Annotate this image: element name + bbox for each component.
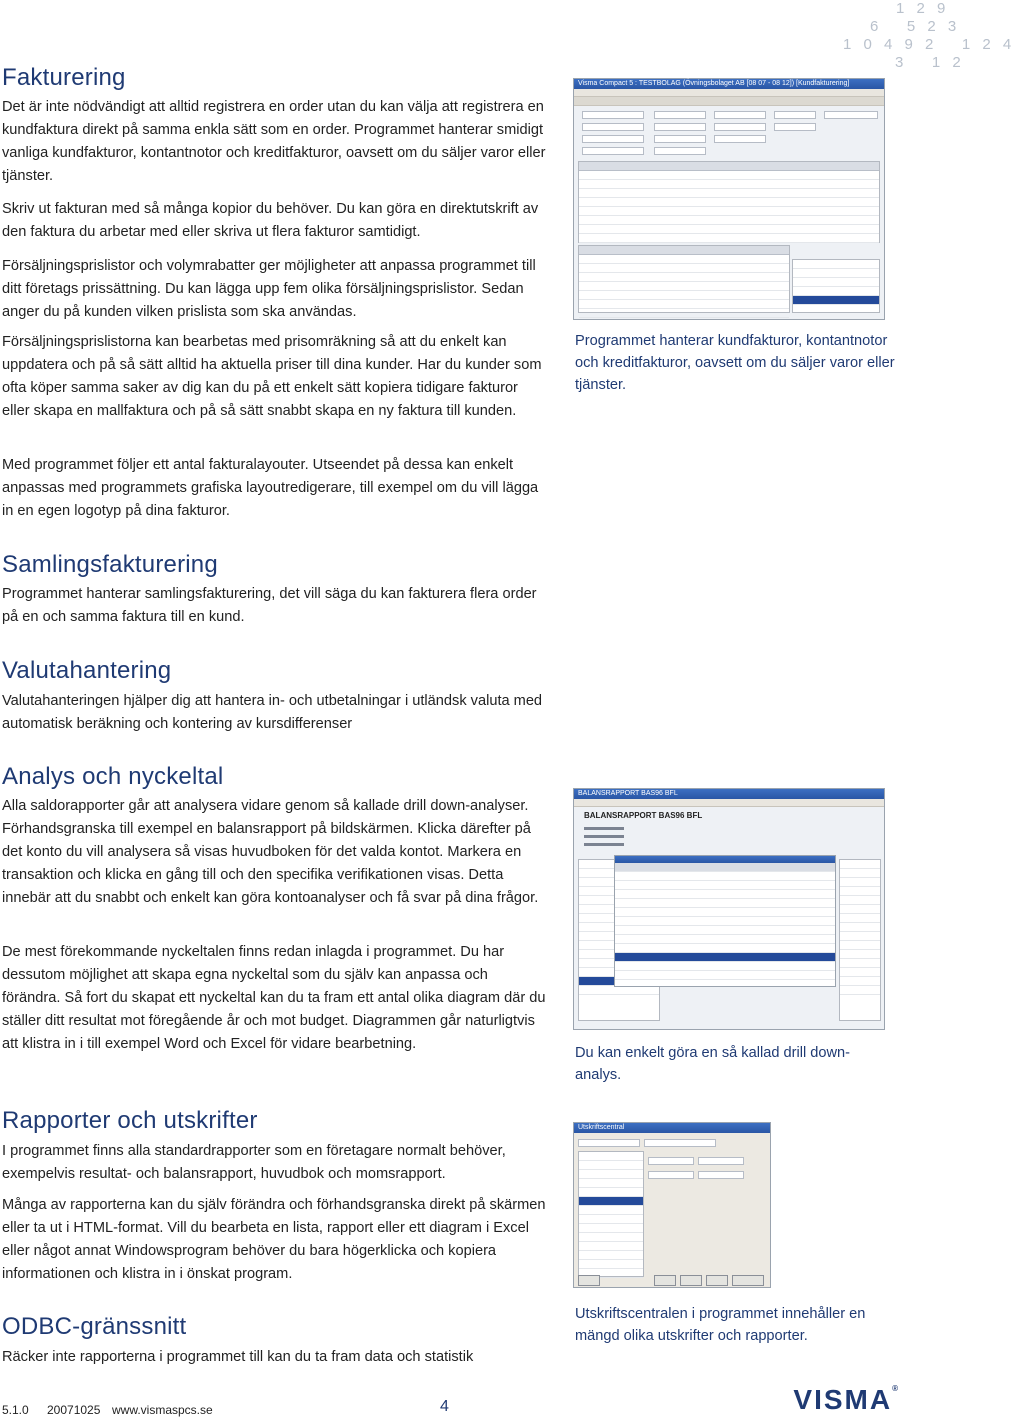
invoice-field bbox=[582, 111, 644, 119]
print-center-screenshot bbox=[573, 1122, 771, 1288]
balance-toolbar bbox=[574, 799, 884, 807]
fakturering-paragraph-4: Försäljningsprislistorna kan bearbetas med prisomräkning så att du enkelt kan uppdatera och på så sätt alltid ha aktuella priser till dina kunder. Har du kunder som ofta köper samma saker av dig kan du på ett enkelt sätt kopiera tidigare fakturor eller skapa en mallfaktura och på så sätt snabbt skapa en ny faktura till kunden. bbox=[2, 334, 542, 419]
invoice-field bbox=[654, 135, 706, 143]
balance-heading: BALANSRAPPORT BAS96 BFL bbox=[584, 811, 703, 820]
invoice-field bbox=[582, 135, 644, 143]
print-center-field bbox=[644, 1139, 716, 1147]
analys-paragraph-1: Alla saldorapporter går att analysera vidare genom så kallade drill down-analyser. Förhandsgranska till exempel en balansrapport på bildskärmen. Klicka därefter på det konto du vill analysera så visas huvudboken för det valda kontot. Markera en transaktion och klicka en gång till och den specifika verifikationen visas. Detta innebär att du snabbt och enkelt kan göra kontoanalyser och få svar på dina frågor. bbox=[2, 798, 539, 906]
invoice-field bbox=[714, 123, 766, 131]
invoice-field bbox=[714, 135, 766, 143]
invoice-screenshot bbox=[573, 78, 885, 320]
fakturering-paragraph-3: Försäljningsprislistor och volymrabatter ger möjligheter att anpassa programmet till ditt företags prissättning. Du kan lägga upp fem olika försäljningsprislistor. Sedan anger du på kunden vilken prislista som ska användas. bbox=[2, 258, 536, 320]
print-center-button bbox=[578, 1275, 600, 1286]
odbc-paragraph-1: Räcker inte rapporterna i programmet till kan du ta fram data och statistik bbox=[2, 1349, 474, 1365]
invoice-field bbox=[774, 111, 816, 119]
decor-digits-2: 6 5 2 3 bbox=[870, 18, 961, 35]
print-center-field bbox=[578, 1139, 640, 1147]
ledger-popup-titlebar bbox=[615, 856, 835, 863]
fakturering-paragraph-5: Med programmet följer ett antal fakturalayouter. Utseendet på dessa kan enkelt anpassas med programmets grafiska layoutredigerare, till exempel om du vill lägga in en egen logotyp på dina fakturor. bbox=[2, 457, 539, 519]
print-center-field bbox=[698, 1171, 744, 1179]
invoice-field bbox=[824, 111, 878, 119]
print-center-button bbox=[706, 1275, 728, 1286]
section-title-rapporter: Rapporter och utskrifter bbox=[2, 1107, 258, 1134]
balance-values bbox=[839, 859, 881, 1021]
invoice-toolbar bbox=[574, 97, 884, 106]
valuta-paragraph-1: Valutahanteringen hjälper dig att hantera in- och utbetalningar i utländsk valuta med automatisk beräkning och kontering av kursdifferenser bbox=[2, 693, 543, 732]
decor-digits-3: 1 0 4 9 2 1 2 4 bbox=[843, 36, 1015, 53]
caption-drill-down: Du kan enkelt göra en så kallad drill down-analys. bbox=[575, 1045, 851, 1083]
invoice-field bbox=[714, 111, 766, 119]
fakturering-paragraph-1: Det är inte nödvändigt att alltid registrera en order utan du kan välja att registrera en kundfaktura direkt på samma enkla sätt som en order. Programmet hanterar smidigt vanliga kundfakturor, kontantnotor och kreditfakturor, oavsett om du säljer varor eller tjänster. bbox=[2, 99, 546, 184]
balance-label bbox=[584, 827, 624, 830]
ledger-popup bbox=[614, 855, 836, 987]
footer-url: www.vismaspcs.se bbox=[112, 1403, 213, 1417]
invoice-totals bbox=[792, 259, 880, 313]
invoice-field bbox=[654, 147, 706, 155]
footer-date: 20071025 bbox=[47, 1403, 101, 1417]
invoice-titlebar: Visma Compact 5 : TESTBOLAG (Övningsbolaget AB [08 07 - 08 12]) [Kundfakturering] bbox=[574, 79, 884, 89]
caption-invoice: Programmet hanterar kundfakturor, kontantnotor och kreditfakturor, oavsett om du säljer varor eller tjänster. bbox=[575, 333, 895, 393]
print-center-button bbox=[654, 1275, 676, 1286]
footer-version: 5.1.0 bbox=[2, 1403, 29, 1417]
samling-paragraph-1: Programmet hanterar samlingsfakturering, det vill säga du kan fakturera flera order på en och samma faktura till en kund. bbox=[2, 586, 537, 625]
decor-digits-4: 3 1 2 bbox=[895, 54, 965, 71]
balance-report-screenshot bbox=[573, 788, 885, 1030]
section-title-fakturering: Fakturering bbox=[2, 64, 126, 91]
print-center-button bbox=[732, 1275, 764, 1286]
invoice-article-grid bbox=[578, 245, 790, 313]
rapporter-paragraph-1: I programmet finns alla standardrapporter som en företagare normalt behöver, exempelvis resultat- och balansrapport, huvudbok och momsrapport. bbox=[2, 1143, 506, 1182]
visma-trademark: ® bbox=[892, 1384, 900, 1393]
balance-titlebar: BALANSRAPPORT BAS96 BFL bbox=[574, 789, 884, 799]
invoice-field bbox=[654, 123, 706, 131]
balance-label bbox=[584, 843, 624, 846]
rapporter-paragraph-2: Många av rapporterna kan du själv förändra och förhandsgranska direkt på skärmen eller ta ut i HTML-format. Vill du bearbeta en lista, rapport eller ett diagram i Excel eller något annat Windowsprogram behöver du bara högerklicka och kopiera informationen och klistra in i önskat program. bbox=[2, 1197, 546, 1282]
visma-logo-text: VISMA bbox=[793, 1384, 893, 1415]
invoice-rows-grid bbox=[578, 161, 880, 243]
invoice-menubar bbox=[574, 89, 884, 97]
section-title-odbc: ODBC-gränssnitt bbox=[2, 1313, 187, 1340]
invoice-field bbox=[582, 147, 644, 155]
balance-label bbox=[584, 835, 624, 838]
print-center-field bbox=[648, 1171, 694, 1179]
decor-digits-1: 1 2 9 bbox=[896, 0, 950, 17]
analys-paragraph-2: De mest förekommande nyckeltalen finns redan inlagda i programmet. Du har dessutom möjlighet att skapa egna nyckeltal som du själv kan anpassa och förändra. Så fort du skapat ett nyckeltal kan du ta fram ett antal olika diagram där du ställer ditt resultat mot föregående år och mot budget. Diagrammen går naturligtvis att klistra in i till exempel Word och Excel för vidare bearbetning. bbox=[2, 944, 546, 1052]
section-title-analys: Analys och nyckeltal bbox=[2, 763, 224, 790]
caption-print-center: Utskriftscentralen i programmet innehåller en mängd olika utskrifter och rapporter. bbox=[575, 1306, 866, 1344]
visma-logo bbox=[793, 1384, 900, 1416]
print-center-button bbox=[680, 1275, 702, 1286]
invoice-field bbox=[774, 123, 816, 131]
fakturering-paragraph-2: Skriv ut fakturan med så många kopior du behöver. Du kan göra en direktutskrift av den faktura du arbetar med eller skriva ut flera fakturor samtidigt. bbox=[2, 201, 539, 240]
print-center-titlebar: Utskriftscentral bbox=[574, 1123, 770, 1133]
invoice-field bbox=[654, 111, 706, 119]
section-title-samlingsfakturering: Samlingsfakturering bbox=[2, 551, 218, 578]
section-title-valutahantering: Valutahantering bbox=[2, 657, 172, 684]
print-center-field bbox=[698, 1157, 744, 1165]
invoice-field bbox=[582, 123, 644, 131]
print-center-report-list bbox=[578, 1151, 644, 1277]
page-number: 4 bbox=[440, 1398, 449, 1415]
print-center-field bbox=[648, 1157, 694, 1165]
